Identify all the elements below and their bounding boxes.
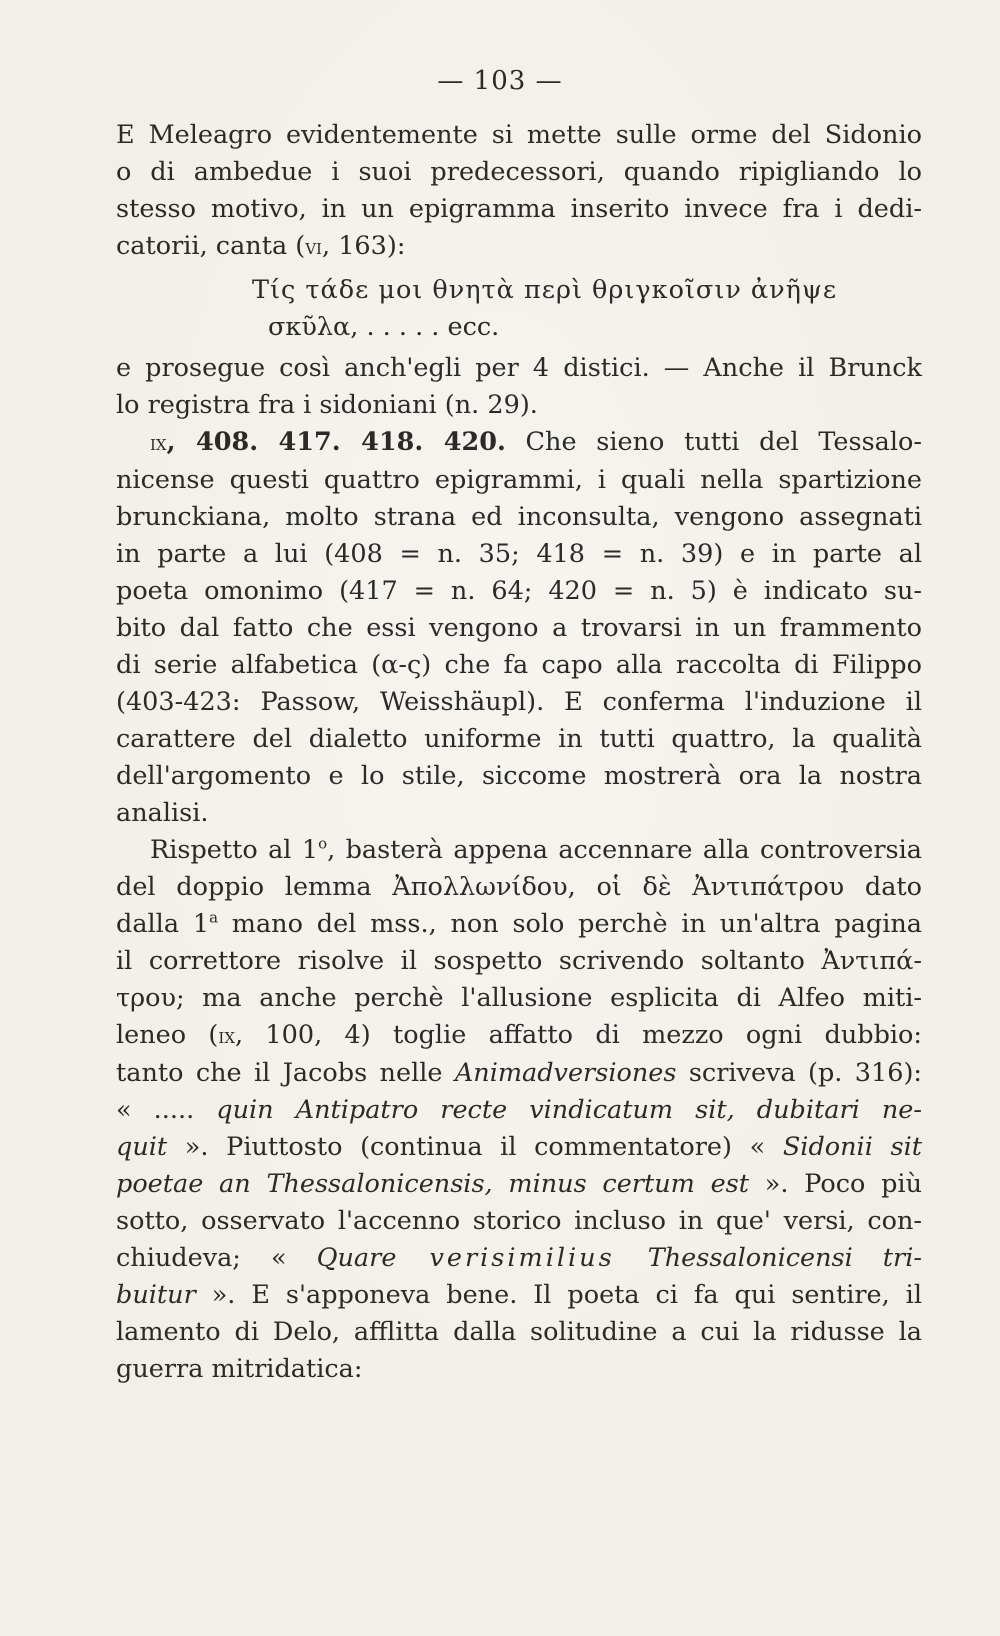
text-span: catorii, canta ( <box>116 231 306 261</box>
text-line: E Meleagro evidentemente si mette sulle orme del Sidonio <box>116 120 922 150</box>
epigram-numbers: , 408. 417. 418. 420. <box>166 427 506 457</box>
text-span: chiudeva; « <box>116 1243 317 1273</box>
text-span: Rispetto al 1 <box>150 835 319 865</box>
page-number: — 103 — <box>437 66 563 96</box>
text-span: scriveva (p. 316): <box>676 1058 922 1088</box>
text-span: dalla 1 <box>116 909 210 939</box>
text-span: , 163): <box>321 231 406 261</box>
text-line <box>116 1092 922 1129</box>
text-line <box>116 228 922 266</box>
latin-quote: buitur <box>116 1280 196 1310</box>
italic-title: Animadversiones <box>454 1058 677 1088</box>
text-span: ». E s'apponeva bene. Il poeta ci fa qui sentire, il <box>195 1280 922 1310</box>
text-line: nicense questi quattro epigrammi, i quali nella spartizione <box>116 465 922 495</box>
text-span: Che sieno tutti del Tessalo- <box>505 427 922 457</box>
text-line: del doppio lemma Ἀπολλωνίδου, οἱ δὲ Ἀντιπάτρου dato <box>116 872 922 902</box>
text-line: analisi. <box>116 798 209 828</box>
text-line: brunckiana, molto strana ed inconsulta, vengono assegnati <box>116 502 922 532</box>
text-line: lo registra fra i sidoniani (n. 29). <box>116 390 538 420</box>
text-line: in parte a lui (408 = n. 35; 418 = n. 39) e in parte al <box>116 539 922 569</box>
text-span: « ..... <box>116 1095 217 1125</box>
paragraph-start <box>116 832 922 869</box>
text-line: lamento di Delo, afflitta dalla solitudine a cui la ridusse la <box>116 1317 922 1347</box>
text-span: leneo ( <box>116 1020 219 1050</box>
text-line: poeta omonimo (417 = n. 64; 420 = n. 5) è indicato su- <box>116 576 922 606</box>
text-span: mano del mss., non solo perchè in un'altra pagina <box>218 909 922 939</box>
text-line <box>116 1017 922 1055</box>
roman-numeral: ix <box>150 431 167 456</box>
text-span: , basterà appena accennare alla controversia <box>327 835 922 865</box>
text-span: ». Poco più <box>749 1169 922 1199</box>
text-line <box>116 1055 922 1092</box>
text-line <box>116 1166 922 1203</box>
text-line <box>116 1240 922 1277</box>
text-span: ». Piuttosto (continua il commentatore) « <box>167 1132 783 1162</box>
text-line: il correttore risolve il sospetto scrivendo soltanto Ἀντιπά- <box>116 946 922 976</box>
text-span: , 100, 4) toglie affatto di mezzo ogni dubbio: <box>235 1020 922 1050</box>
latin-quote: Thessalonicensi tri- <box>647 1243 923 1273</box>
latin-quote: quin Antipatro recte vindicatum sit, dubitari ne- <box>216 1095 922 1125</box>
body-text <box>116 117 922 1388</box>
greek-verse-continuation: σκῦλα, . . . . . ecc. <box>268 312 500 342</box>
superscript: o <box>318 834 328 853</box>
text-line: e prosegue così anch'egli per 4 distici. — Anche il Brunck <box>116 353 922 383</box>
text-line <box>116 1277 922 1314</box>
superscript: a <box>209 908 219 927</box>
text-line: dell'argomento e lo stile, siccome mostrerà ora la nostra <box>116 761 922 791</box>
latin-quote-spaced: verisimilius <box>396 1243 648 1273</box>
text-line <box>116 1129 922 1166</box>
greek-verse: Τίς τάδε μοι θνητὰ περὶ θριγκοῖσιν ἀνῆψε <box>252 275 838 305</box>
text-line: carattere del dialetto uniforme in tutti quattro, la qualità <box>116 724 922 754</box>
text-line: di serie alfabetica (α-ς) che fa capo alla raccolta di Filippo <box>116 650 922 680</box>
latin-quote: Quare <box>316 1243 397 1273</box>
roman-numeral: ix <box>218 1024 235 1049</box>
text-line: stesso motivo, in un epigramma inserito invece fra i dedi- <box>116 194 922 224</box>
roman-numeral: vi <box>305 235 322 260</box>
latin-quote: Sidonii sit <box>782 1132 922 1162</box>
text-line: (403-423: Passow, Weisshäupl). E conferma l'induzione il <box>116 687 922 717</box>
text-line <box>116 906 922 943</box>
text-line: τρου; ma anche perchè l'allusione esplicita di Alfeo miti- <box>116 983 922 1013</box>
latin-quote: poetae an Thessalonicensis, minus certum est <box>116 1169 750 1199</box>
section-heading-line <box>116 424 922 462</box>
text-line: sotto, osservato l'accenno storico incluso in que' versi, con- <box>116 1206 922 1236</box>
text-line: o di ambedue i suoi predecessori, quando ripigliando lo <box>116 157 922 187</box>
text-line: bito dal fatto che essi vengono a trovarsi in un frammento <box>116 613 922 643</box>
text-span: tanto che il Jacobs nelle <box>116 1058 455 1088</box>
text-line: guerra mitridatica: <box>116 1354 363 1384</box>
latin-quote: quit <box>116 1132 168 1162</box>
